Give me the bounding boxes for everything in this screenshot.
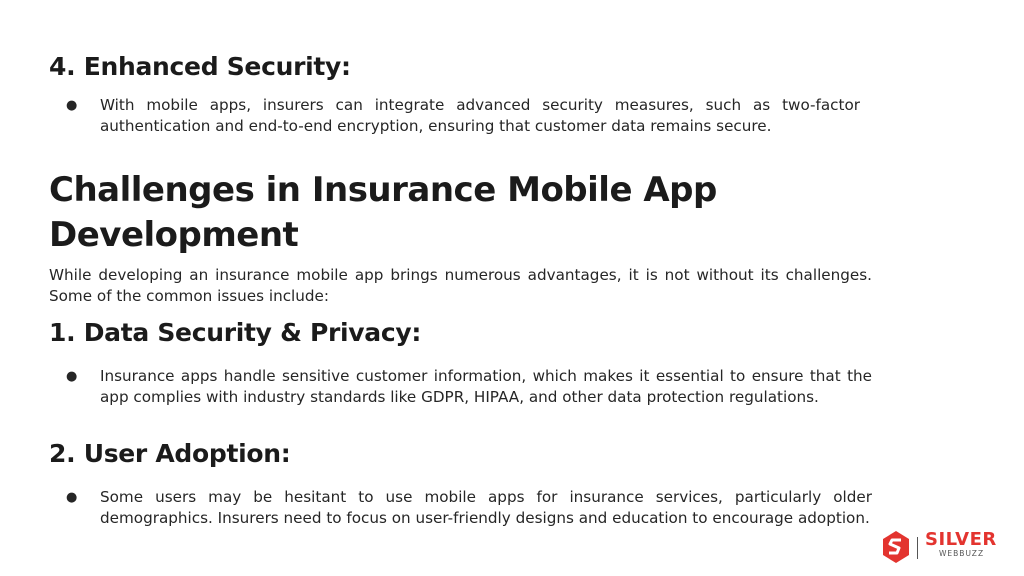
company-logo [881,527,1011,567]
challenges-heading: Challenges in Insurance Mobile App Development [49,170,717,255]
bullet-icon: ● [66,98,78,113]
logo-subtext: WEBBUZZ [939,549,985,558]
bullet-icon: ● [66,369,78,384]
user-adoption-bullet: Some users may be hesitant to use mobile apps for insurance services, particularly older demographics. Insurers need to focus on user-friendly designs and education to encourage adoption. [100,488,872,527]
logo-divider [917,537,918,559]
challenges-intro: While developing an insurance mobile app brings numerous advantages, it is not without its challenges. Some of the common issues include: [49,266,872,305]
data-security-heading: 1. Data Security & Privacy: [49,318,422,347]
bullet-icon: ● [66,490,78,505]
silver-webbuzz-logo-icon [881,530,911,564]
enhanced-security-heading: 4. Enhanced Security: [49,52,351,81]
user-adoption-heading: 2. User Adoption: [49,439,291,468]
data-security-bullet: Insurance apps handle sensitive customer information, which makes it essential to ensure that the app complies with industry standards like GDPR, HIPAA, and other data protection regulations. [100,367,872,406]
logo-wordmark: SILVER [925,529,997,550]
enhanced-security-bullet: With mobile apps, insurers can integrate advanced security measures, such as two-factor authentication and end-to-end encryption, ensuring that customer data remains secure. [100,96,860,135]
